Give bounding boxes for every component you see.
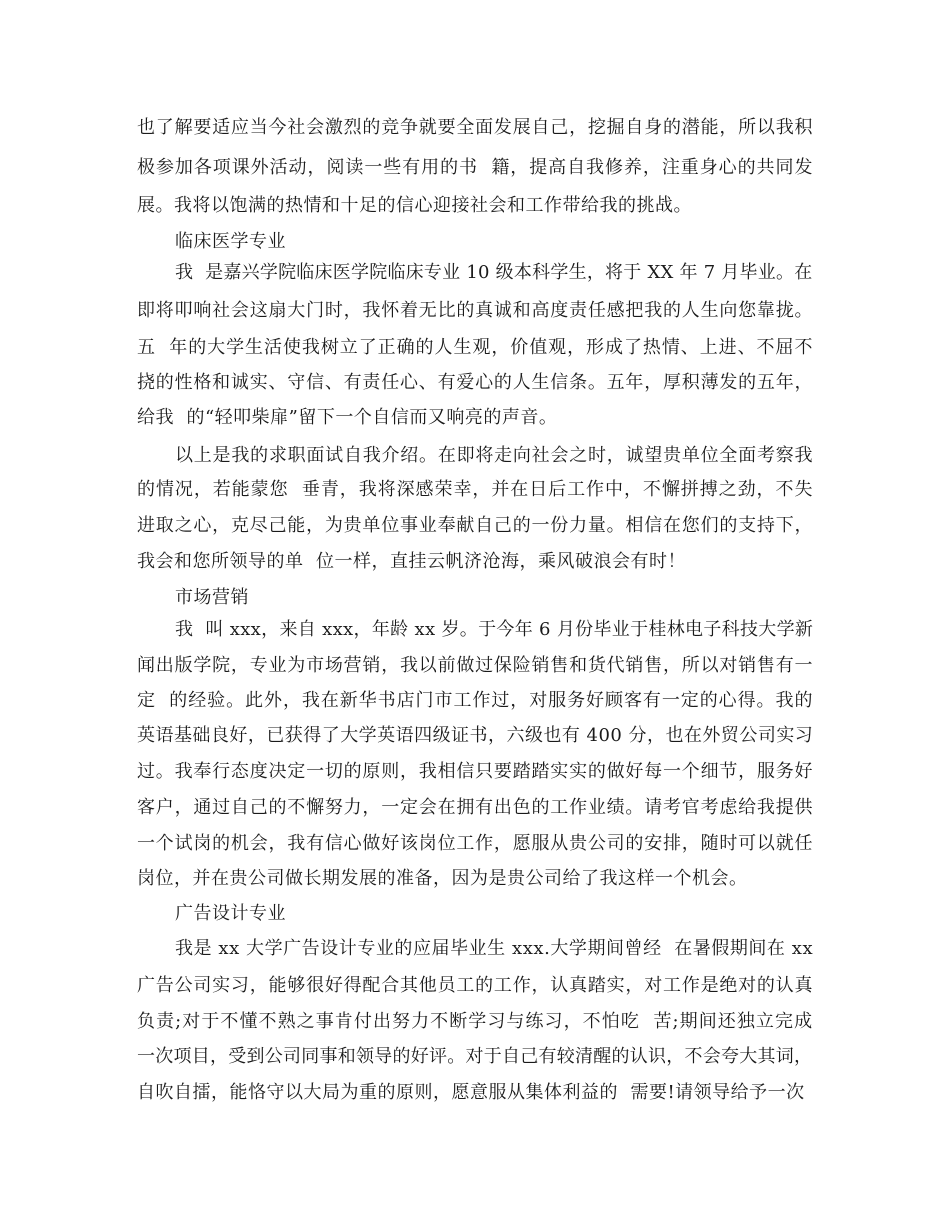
text-line: 我会和您所领导的单 位一样，直挂云帆济沧海，乘风破浪会有时！ (137, 551, 686, 572)
text-line: 负责;对于不懂不熟之事肯付出努力不断学习与练习，不怕吃 苦;期间还独立完成 (137, 1011, 814, 1032)
text-line: 给我 的“轻叩柴扉”留下一个自信而又响亮的声音。 (137, 407, 558, 428)
text-line: 也了解要适应当今社会激烈的竞争就要全面发展自己，挖掘自身的潜能，所以我积 (137, 117, 814, 138)
text-line: 我 是嘉兴学院临床医学院临床专业 10 级本科学生，将于 XX 年 7 月毕业。在 (175, 262, 813, 283)
text-line: 即将叩响社会这扇大门时，我怀着无比的真诚和高度责任感把我的人生向您靠拢。 (137, 300, 814, 321)
text-line: 闻出版学院，专业为市场营销，我以前做过保险销售和货代销售，所以对销售有一 (137, 655, 814, 676)
text-line: 英语基础良好，已获得了大学英语四级证书，六级也有 400 分，也在外贸公司实习 (137, 725, 814, 746)
text-line: 一个试岗的机会，我有信心做好该岗位工作，愿服从贵公司的安排，随时可以就任 (137, 833, 814, 854)
text-line: 极参加各项课外活动，阅读一些有用的书 籍，提高自我修养，注重身心的共同发 (137, 157, 814, 178)
section-heading: 广告设计专业 (175, 903, 286, 924)
text-line: 一次项目，受到公司同事和领导的好评。对于自己有较清醒的认识，不会夸大其词， (137, 1046, 813, 1067)
text-line: 我是 xx 大学广告设计专业的应届毕业生 xxx.大学期间曾经 在暑假期间在 xx (175, 938, 814, 959)
text-line: 展。我将以饱满的热情和十足的信心迎接社会和工作带给我的挑战。 (137, 195, 692, 216)
text-line: 以上是我的求职面试自我介绍。在即将走向社会之时，诚望贵单位全面考察我 (175, 445, 814, 466)
text-line: 五 年的大学生活使我树立了正确的人生观，价值观，形成了热情、上进、不屈不 (137, 337, 814, 358)
text-line: 定 的经验。此外，我在新华书店门市工作过，对服务好顾客有一定的心得。我的 (137, 690, 814, 711)
text-line: 的情况，若能蒙您 垂青，我将深感荣幸，并在日后工作中，不懈拼搏之劲，不失 (137, 479, 814, 500)
text-line: 客户，通过自己的不懈努力，一定会在拥有出色的工作业绩。请考官考虑给我提供 (137, 797, 814, 818)
text-line: 挠的性格和诚实、守信、有责任心、有爱心的人生信条。五年，厚积薄发的五年， (137, 372, 814, 393)
text-line: 岗位，并在贵公司做长期发展的准备，因为是贵公司给了我这样一个机会。 (137, 868, 748, 889)
text-line: 过。我奉行态度决定一切的原则，我相信只要踏踏实实的做好每一个细节，服务好 (137, 761, 814, 782)
text-line: 广告公司实习，能够很好得配合其他员工的工作，认真踏实，对工作是绝对的认真 (137, 975, 814, 996)
section-heading: 临床医学专业 (175, 231, 286, 252)
text-line: 自吹自擂，能恪守以大局为重的原则，愿意服从集体利益的 需要!请领导给予一次 (137, 1082, 805, 1103)
text-line: 我 叫 xxx，来自 xxx，年龄 xx 岁。于今年 6 月份毕业于桂林电子科技大学新 (175, 619, 814, 640)
section-heading: 市场营销 (175, 587, 249, 608)
text-line: 进取之心，克尽己能，为贵单位事业奉献自己的一份力量。相信在您们的支持下， (137, 515, 814, 536)
